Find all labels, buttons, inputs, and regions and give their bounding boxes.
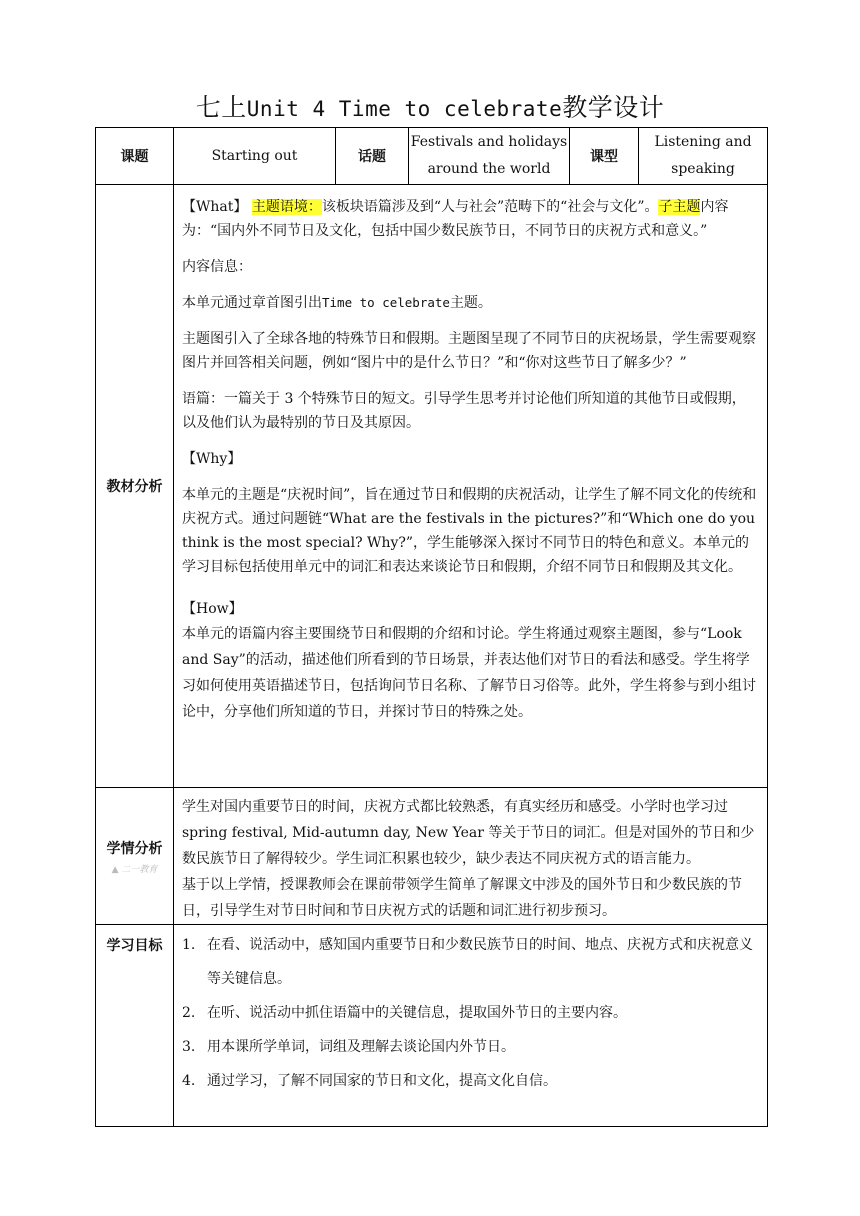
analysis-label: 教材分析 [96, 185, 174, 788]
topic-label: 课题 [96, 128, 174, 185]
what-tag: 【What】 [182, 199, 248, 215]
info-label: 内容信息： [182, 259, 252, 275]
type-value-line-1: Listening and [654, 134, 752, 150]
intro-english: Time to celebrate [322, 295, 450, 310]
subject-value-line-1: Festivals and holidays [410, 134, 568, 150]
goals-list [182, 928, 759, 1098]
topic-value: Starting out [174, 128, 336, 185]
subject-value-line-2: around the world [427, 161, 551, 177]
type-label: 课型 [570, 128, 639, 185]
learner-row [96, 788, 768, 925]
how-paragraph: 本单元的语篇内容主要围绕节日和假期的介绍和讨论。学生将通过观察主题图，参与“Look and Say”的活动，描述他们所看到的节日场景，并表达他们对节日的看法和感受。学生将学习如何使用英语描述节日，包括询问节日名称、了解节日习俗等。此外，学生将参与到小组讨论中，分享他们所知道的节日，并探讨节日的特殊之处。 [182, 626, 756, 720]
subject-value [409, 128, 570, 185]
type-value-line-2: speaking [671, 161, 735, 177]
highlight-context: 主题语境： [251, 199, 322, 215]
learner-paragraph-1: 学生对国内重要节日的时间，庆祝方式都比较熟悉，有真实经历和感受。小学时也学习过 spring festival, Mid-autumn day, New Year 等关于节日的词汇。但是对国外的节日和少数民族节日了解得较少。学生词汇积累也较少，缺少表达不同庆祝方式的语言能力。 [182, 799, 755, 867]
goal-item: 2. 在听、说活动中抓住语篇中的关键信息，提取国外节日的主要内容。 [182, 1005, 627, 1021]
intro-paragraph [182, 291, 759, 315]
learner-label-cell [96, 788, 174, 925]
why-tag: 【Why】 [182, 451, 242, 467]
subject-label: 话题 [336, 128, 409, 185]
text-paragraph: 语篇：一篇关于 3 个特殊节日的短文。引导学生思考并讨论他们所知道的其他节日或假期，以及他们认为最特别的节日及其原因。 [182, 391, 746, 431]
intro-text-2: 主题。 [449, 295, 492, 311]
page-title [0, 88, 860, 124]
theme-paragraph: 主题图引入了全球各地的特殊节日和假期。主题图呈现了不同节日的庆祝场景，学生需要观察图片并回答相关问题，例如“图片中的是什么节日？”和“你对这些节日了解多少？” [182, 331, 756, 371]
title-unit: Unit 4 Time to celebrate [246, 97, 563, 121]
highlight-subtopic: 子主题 [658, 199, 701, 215]
goal-item: 1. 在看、说活动中，感知国内重要节日和少数民族节日的时间、地点、庆祝方式和庆祝意义等关键信息。 [182, 937, 753, 987]
goal-item: 4. 通过学习，了解不同国家的节日和文化，提高文化自信。 [182, 1073, 557, 1089]
what-text-2: 内容为：“国内外不同节日及文化，包括中国少数民族节日，不同节日的庆祝方式和意义。” [182, 199, 729, 239]
lesson-plan-table [95, 127, 768, 1127]
title-suffix: 教学设计 [562, 93, 665, 122]
goals-content [174, 925, 768, 1127]
what-text-1: 该板块语篇涉及到“人与社会”范畴下的“社会与文化”。 [321, 199, 659, 215]
learner-content [174, 788, 768, 925]
goals-label: 学习目标 [96, 925, 174, 1127]
what-paragraph [182, 195, 759, 243]
goal-item: 3. 用本课所学单词，词组及理解去谈论国内外节日。 [182, 1039, 515, 1055]
watermark-logo: ▲ 二一教育 [111, 864, 158, 875]
goals-row [96, 925, 768, 1127]
type-value [639, 128, 768, 185]
learner-paragraph-2: 基于以上学情，授课教师会在课前带领学生简单了解课文中涉及的国外节日和少数民族的节日，引导学生对节日时间和节日庆祝方式的话题和词汇进行初步预习。 [182, 877, 742, 919]
title-prefix: 七上 [195, 93, 247, 122]
header-row [96, 128, 768, 185]
learner-label: 学情分析 [106, 840, 163, 857]
analysis-content [174, 185, 768, 788]
how-tag: 【How】 [182, 601, 243, 617]
intro-text-1: 本单元通过章首图引出 [182, 295, 322, 311]
why-paragraph: 本单元的主题是“庆祝时间”，旨在通过节日和假期的庆祝活动，让学生了解不同文化的传统和庆祝方式。通过问题链“What are the festivals in the pictures?”和“Which one do you think is the most special? Why?”，学生能够深入探讨不同节日的特色和意义。本单元的学习目标包括使用单元中的词汇和表达来谈论节日和假期，介绍不同节日和假期及其文化。 [182, 487, 757, 575]
analysis-row [96, 185, 768, 788]
